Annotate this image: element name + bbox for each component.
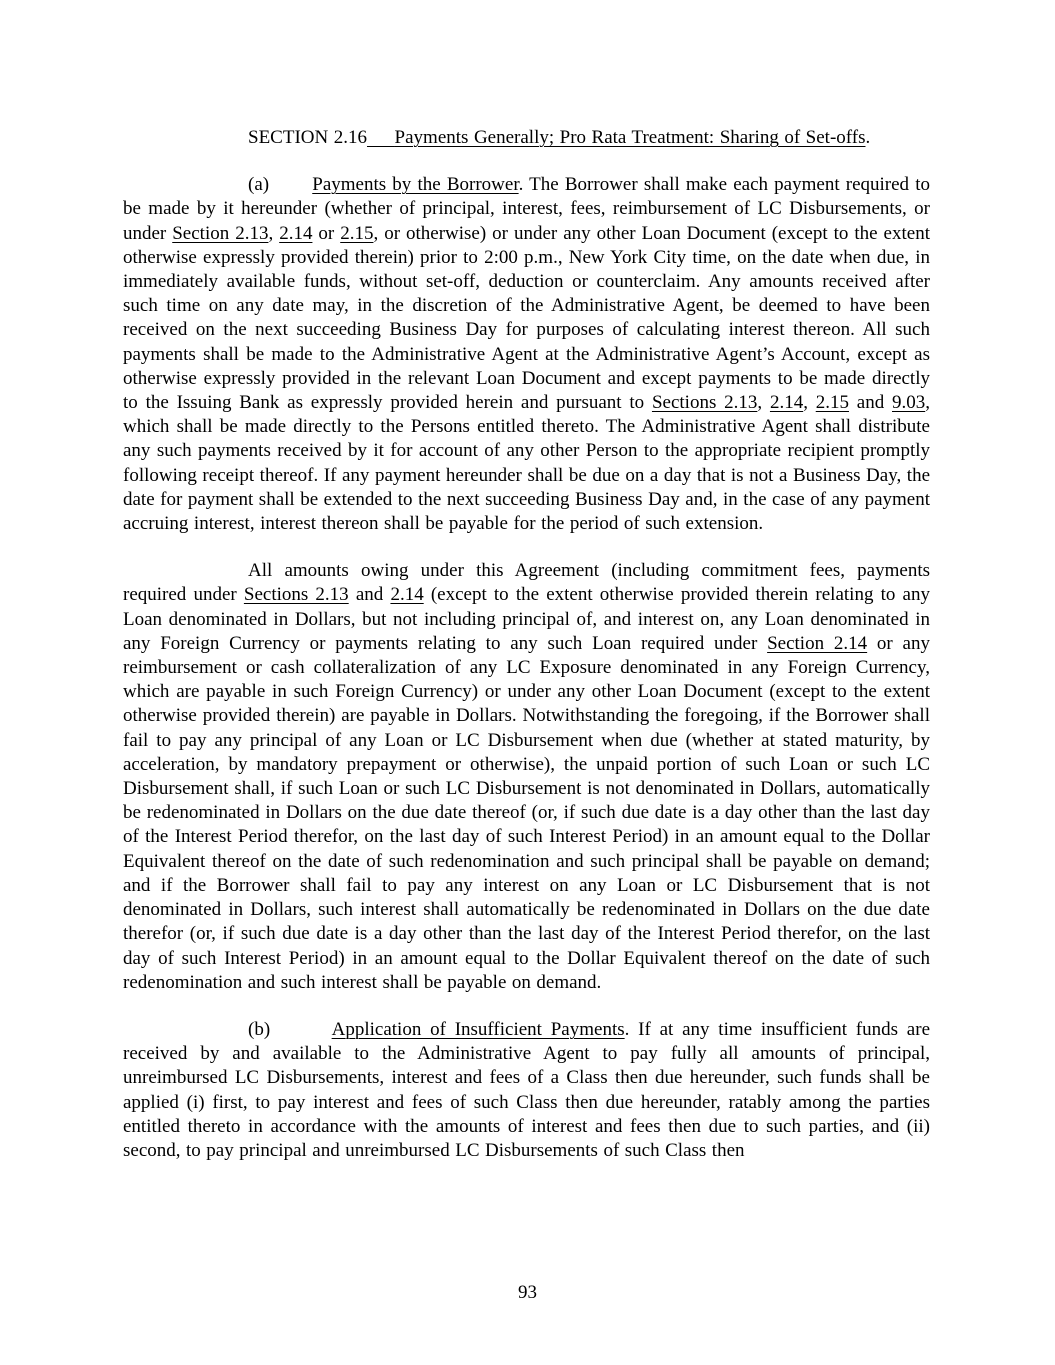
body-text: , — [268, 222, 280, 244]
section-reference: 2.15 — [340, 222, 374, 244]
section-reference: 2.14 — [390, 584, 424, 606]
body-text: All amounts owing under this Agreement (including commitment fees, payments required under — [123, 560, 930, 606]
section-reference: 2.14 — [769, 392, 804, 414]
section-reference: 2.14 — [279, 222, 313, 244]
heading-period: . — [865, 127, 871, 148]
paragraph-caption: Application of Insufficient Payments — [331, 1018, 625, 1040]
section-reference: Sections 2.13 — [243, 584, 349, 606]
heading-underlined-gap — [367, 127, 395, 148]
section-reference: Section 2.14 — [767, 632, 868, 654]
body-text: , or otherwise) or under any other Loan Document (except to the extent otherwise expressly provided therein) prior to 2:00 p.m., New York City time, on the date when due, in immediately available funds, without set-off, deduction or counterclaim. Any amounts received after such time on any date may, in the discretion of the Administrative Agent, be deemed to have been received on the next succeeding Business Day for purposes of calculating interest thereon. All such payments shall be made to the Administrative Agent at the Administrative Agent’s Account, except as otherwise expressly provided in the relevant Loan Document and except payments to be made directly to the Issuing Bank as expressly provided herein and pursuant to — [123, 222, 930, 414]
paragraph-a — [123, 173, 930, 536]
body-text: or any reimbursement or cash collateralization of any LC Exposure denominated in any Foreign Currency, which are payable in such Foreign Currency) or under any other Loan Document (except to the extent otherwise provided therein) are payable in Dollars. Notwithstanding the foregoing, if the Borrower shall fail to pay any principal of any Loan or LC Disbursement when due (whether at stated maturity, by acceleration, by mandatory prepayment or otherwise), the unpaid portion of such Loan or such LC Disbursement shall, if such Loan or such LC Disbursement is not denominated in Dollars, automatically be redenominated in Dollars on the due date thereof (or, if such due date is a day other than the last day of the Interest Period therefor, on the last day of such Interest Period) in an amount equal to the Dollar Equivalent thereof on the date of such redenomination and such principal shall be payable on demand; and if the Borrower shall fail to pay any interest on any Loan or LC Disbursement that is not denominated in Dollars, such interest shall automatically be redenominated in Dollars on the due date therefor (or, if such due date is a day other than the last day of the Interest Period therefor, on the last day of such Interest Period) in an amount equal to the Dollar Equivalent thereof on the date of such redenomination and such interest shall be payable on demand. — [123, 632, 930, 993]
paragraph-all-amounts — [123, 559, 930, 995]
body-text: , — [757, 392, 770, 414]
body-text: or — [312, 222, 341, 244]
body-text: , — [803, 392, 816, 414]
body-text: , which shall be made directly to the Persons entitled thereto. The Administrative Agent shall distribute any such payments received by it for account of any other Person to the appropriate recipient promptly following receipt thereof. If any payment hereunder shall be due on a day that is not a Business Day, the date for payment shall be extended to the next succeeding Business Day and, in the case of any payment accruing interest, interest thereon shall be payable for the period of such extension. — [123, 392, 930, 535]
paragraph-label: (a) — [248, 174, 270, 196]
body-text: and — [848, 392, 892, 414]
section-reference: 2.15 — [815, 392, 849, 414]
section-reference: Section 2.13 — [172, 222, 269, 244]
section-number: SECTION 2.16 — [248, 127, 367, 148]
body-text: . The Borrower shall make each payment required to be made by it hereunder (whether of principal, interest, fees, reimbursement of LC Disbursements, or under — [123, 174, 931, 244]
body-text: and — [348, 584, 391, 606]
page-number: 93 — [518, 1281, 537, 1303]
paragraph-caption: Payments by the Borrower — [312, 174, 519, 196]
paragraph-label: (b) — [248, 1018, 271, 1040]
body-text: . If at any time insufficient funds are received by and available to the Administrative Agent to pay fully all amounts of principal, unreimbursed LC Disbursements, interest and fees of a Class then due hereunder, such funds shall be applied (i) first, to pay interest and fees of such Class then due hereunder, ratably among the parties entitled thereto in accordance with the amounts of interest and fees then due to such parties, and (ii) second, to pay principal and unreimbursed LC Disbursements of such Class then — [123, 1018, 931, 1161]
paragraph-b — [123, 1018, 930, 1163]
section-reference: 9.03 — [892, 392, 926, 414]
tab-gap — [270, 1019, 331, 1040]
section-reference: Sections 2.13 — [651, 392, 758, 414]
body-text: (except to the extent otherwise provided therein relating to any Loan denominated in Dollars, but not including principal of, and interest on, any Loan denominated in any Foreign Currency or payments relating to any such Loan required under — [123, 584, 930, 654]
tab-gap — [269, 174, 312, 195]
section-heading — [123, 126, 930, 150]
heading-title: Payments Generally; Pro Rata Treatment: Sharing of Set-offs — [394, 127, 866, 148]
